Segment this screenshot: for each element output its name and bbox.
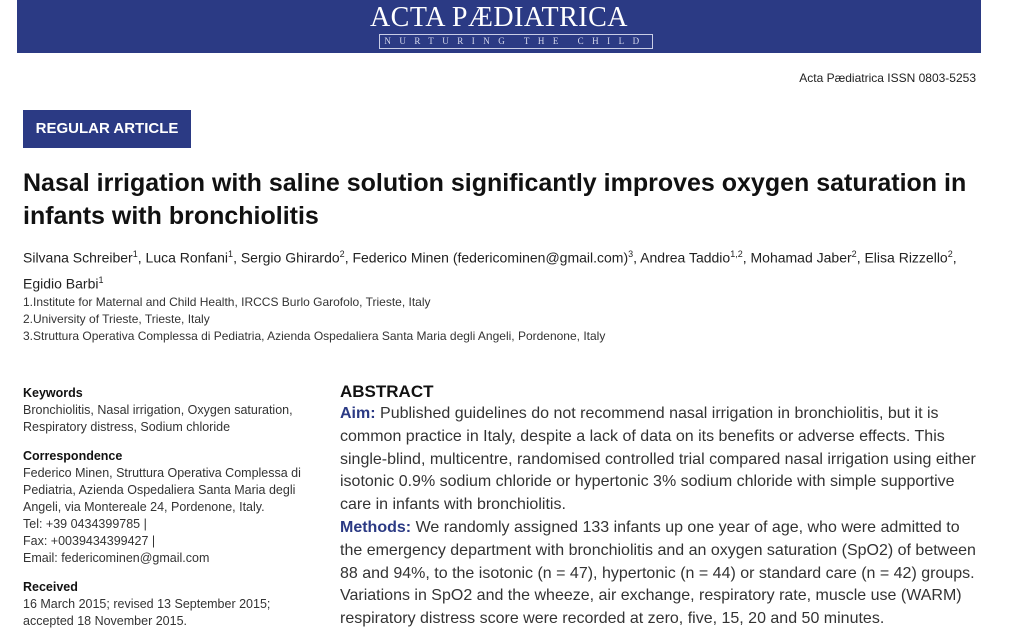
author-name: Sergio Ghirardo [240, 249, 340, 266]
aim-label: Aim: [340, 405, 376, 422]
keywords-text: Bronchiolitis, Nasal irrigation, Oxygen saturation, Respiratory distress, Sodium chloride [23, 403, 293, 434]
author-affil: 1 [98, 274, 104, 285]
correspondence-address: Federico Minen, Struttura Operativa Complessa di Pediatria, Azienda Ospedaliera Santa Maria degli Angeli, via Montereale 24, Pordenone, Italy. [23, 466, 301, 514]
abstract-aim [340, 403, 980, 517]
received-heading: Received [23, 580, 78, 594]
author-name: Mohamad Jaber [750, 249, 852, 266]
journal-tagline: NURTURING THE CHILD [379, 34, 653, 49]
author-name: Federico Minen (federicominen@gmail.com) [352, 249, 629, 266]
abstract-methods [340, 517, 980, 631]
affiliation: 2.University of Trieste, Trieste, Italy [23, 312, 210, 326]
correspondence-tel: Tel: +39 0434399785 | [23, 517, 147, 531]
affiliations [23, 294, 605, 345]
correspondence-fax: Fax: +00394343994​27 | [23, 534, 156, 548]
journal-name: ACTA PÆDIATRICA [369, 2, 629, 33]
author-affil: 2 [947, 249, 953, 259]
article-title: Nasal irrigation with saline solution significantly improves oxygen saturation in infants with bronchiolitis [23, 169, 967, 230]
issn-line: Acta Pædiatrica ISSN 0803-5253 [799, 71, 976, 85]
author-name: Luca Ronfani [145, 249, 229, 266]
article-sidebar [23, 385, 313, 630]
affiliation: 1.Institute for Maternal and Child Health, IRCCS Burlo Garofolo, Trieste, Italy [23, 295, 431, 309]
author-affil: 1 [132, 249, 138, 259]
article-type-badge: REGULAR ARTICLE [23, 110, 191, 148]
author-name: Egidio Barbi [23, 275, 99, 292]
author-affil: 1,2 [730, 249, 743, 259]
author-affil: 3 [628, 249, 634, 259]
aim-text: Published guidelines do not recommend nasal irrigation in bronchiolitis, but it is common practice in Italy, despite a lack of data on its benefits or adverse effects. This single-blind, multicentre, randomised controlled trial compared nasal irrigation using either isotonic 0.9% sodium chloride or hypertonic 3% sodium chloride with simple supportive care in infants with bronchiolitis. [340, 405, 976, 514]
abstract-heading: ABSTRACT [340, 382, 434, 401]
author-affil: 1 [228, 249, 234, 259]
methods-label: Methods: [340, 518, 412, 536]
author-affil: 2 [851, 249, 857, 259]
author-affil: 2 [339, 249, 345, 259]
author-list: Silvana Schreiber$^1$, Luca Ronfani$^1$, Sergio Ghirardo$^2$, Federico Minen (federicominen@gmail.com)$^3$, Andrea Taddio$^{1,2}$, Mohamad Jaber$^2$, Elisa Rizzello$^2$, Egidio Barbi$^1$ [23, 249, 957, 292]
abstract [340, 381, 980, 631]
methods-text: We randomly assigned 133 infants up one year of age, who were admitted to the emergency department with bronchiolitis and an oxygen saturation (SpO2) of between 88 and 94%, to the isotonic (n = 47), hypertonic (n = 44) or standard care (n = 42) groups. Variations in SpO2 and the wheeze, air exchange, respiratory rate, muscle use (WARM) respiratory distress score were recorded at zero, five, 15, 20 and 50 minutes. [340, 518, 976, 628]
correspondence-email[interactable]: Email: federicominen@gmail.com [23, 551, 210, 565]
correspondence-heading: Correspondence [23, 449, 123, 463]
journal-banner [17, 0, 981, 53]
author-name: Elisa Rizzello [864, 249, 948, 266]
affiliation: 3.Struttura Operativa Complessa di Pediatria, Azienda Ospedaliera Santa Maria degli Angeli, Pordenone, Italy [23, 329, 606, 343]
received-dates: 16 March 2015; revised 13 September 2015; accepted 18 November 2015. [23, 597, 271, 628]
keywords-heading: Keywords [23, 386, 83, 400]
author-name: Silvana Schreiber [23, 249, 133, 266]
author-name: Andrea Taddio [640, 249, 731, 266]
